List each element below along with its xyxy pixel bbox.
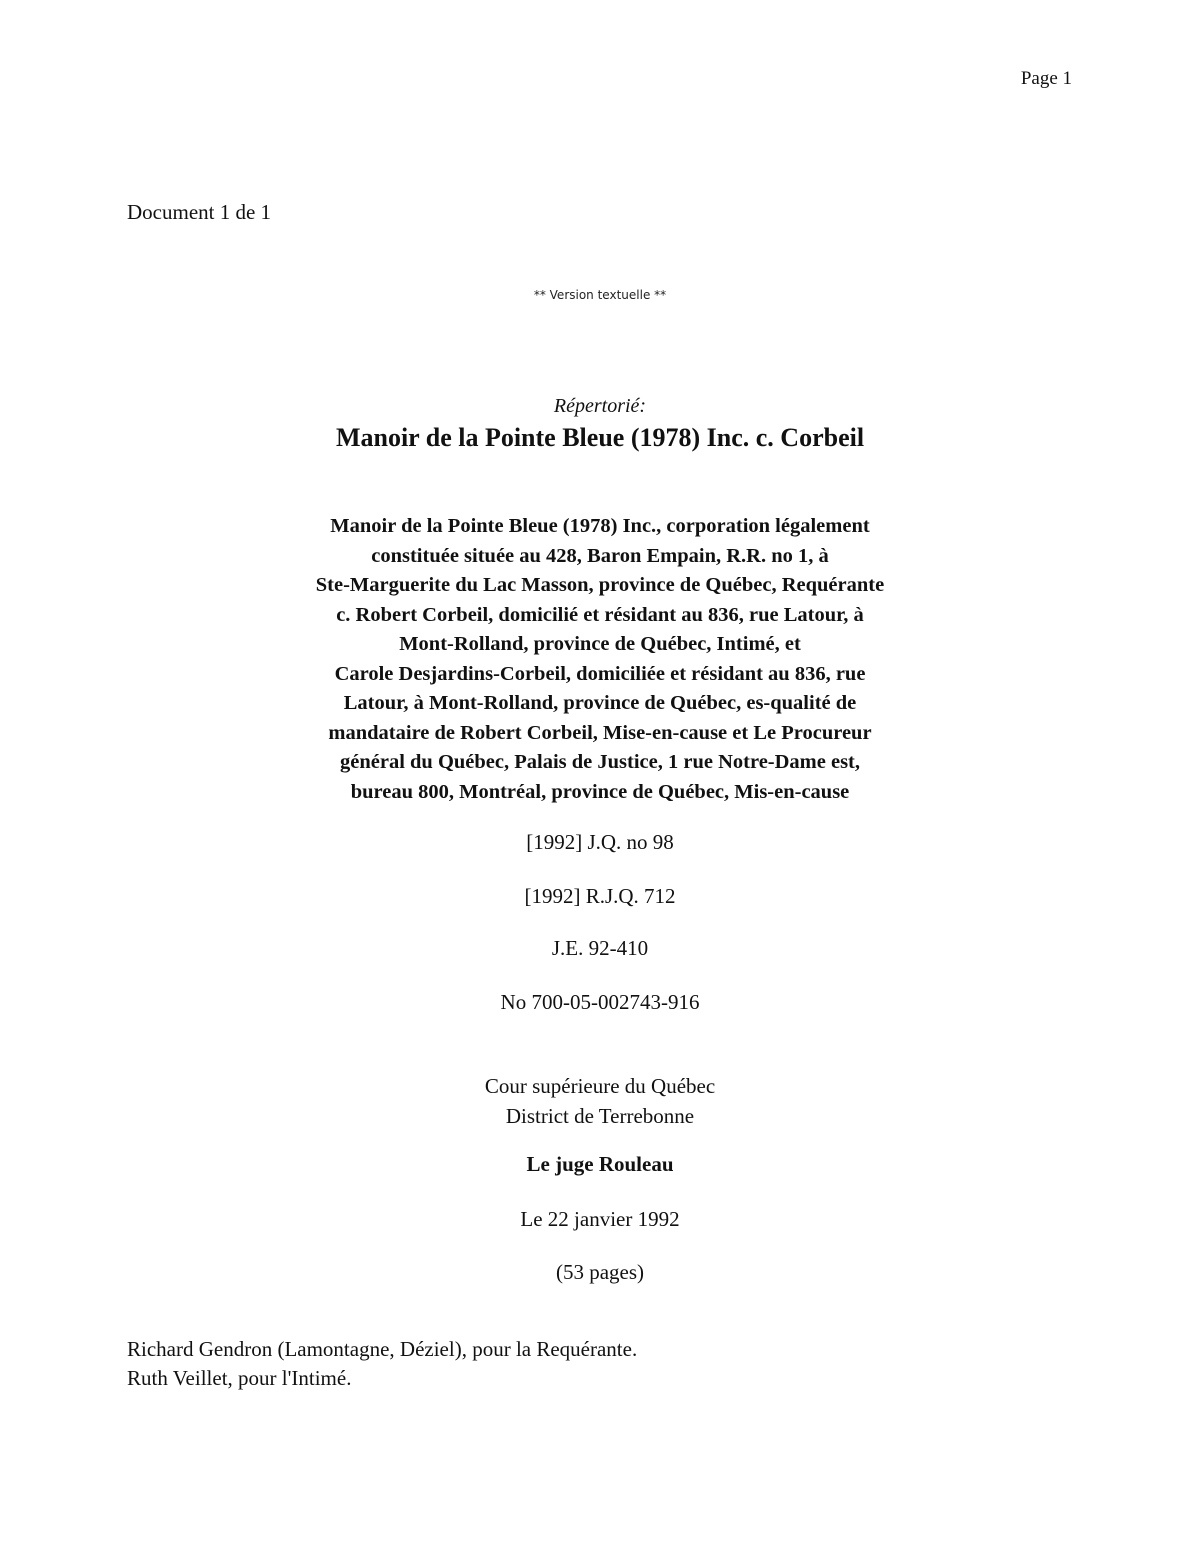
judge-name: Le juge Rouleau	[526, 1152, 674, 1176]
citation-je: J.E. 92-410	[551, 936, 649, 960]
page-count: (53 pages)	[555, 1260, 645, 1284]
parties-line: général du Québec, Palais de Justice, 1 rue Notre-Dame est,	[340, 751, 860, 773]
citation-rjq: [1992] R.J.Q. 712	[524, 884, 676, 908]
court-name: Cour supérieure du Québec	[484, 1074, 716, 1098]
parties-line: c. Robert Corbeil, domicilié et résidant au 836, rue Latour, à	[336, 603, 864, 626]
indexed-label: Répertorié:	[553, 395, 647, 417]
parties-line: bureau 800, Montréal, province de Québec, Mis-en-cause	[350, 780, 850, 803]
version-note: ** Version textuelle **	[533, 288, 667, 302]
page-number: Page 1	[1020, 68, 1072, 89]
case-title: Manoir de la Pointe Bleue (1978) Inc. c. Corbeil	[335, 423, 865, 452]
parties-line: Ste-Marguerite du Lac Masson, province de Québec, Requérante	[315, 574, 885, 596]
citation-jq: [1992] J.Q. no 98	[526, 830, 674, 854]
parties-line: constituée située au 428, Baron Empain, R.R. no 1, à	[371, 544, 829, 567]
judgment-date: Le 22 janvier 1992	[520, 1207, 680, 1231]
court-district: District de Terrebonne	[505, 1104, 695, 1128]
counsel-line: Ruth Veillet, pour l'Intimé.	[127, 1366, 352, 1390]
document-count: Document 1 de 1	[127, 200, 272, 224]
parties-line: mandataire de Robert Corbeil, Mise-en-cause et Le Procureur	[328, 721, 872, 744]
counsel-line: Richard Gendron (Lamontagne, Déziel), pour la Requérante.	[127, 1337, 638, 1361]
docket-number: No 700-05-002743-916	[500, 990, 700, 1014]
parties-block	[250, 512, 950, 807]
court-block	[0, 1071, 1200, 1131]
parties-line: Mont-Rolland, province de Québec, Intimé, et	[399, 633, 801, 655]
parties-line: Latour, à Mont-Rolland, province de Québec, es-qualité de	[343, 692, 857, 714]
parties-line: Carole Desjardins-Corbeil, domiciliée et résidant au 836, rue	[334, 662, 866, 685]
parties-line: Manoir de la Pointe Bleue (1978) Inc., corporation légalement	[330, 515, 870, 537]
counsel-block	[127, 1335, 637, 1393]
